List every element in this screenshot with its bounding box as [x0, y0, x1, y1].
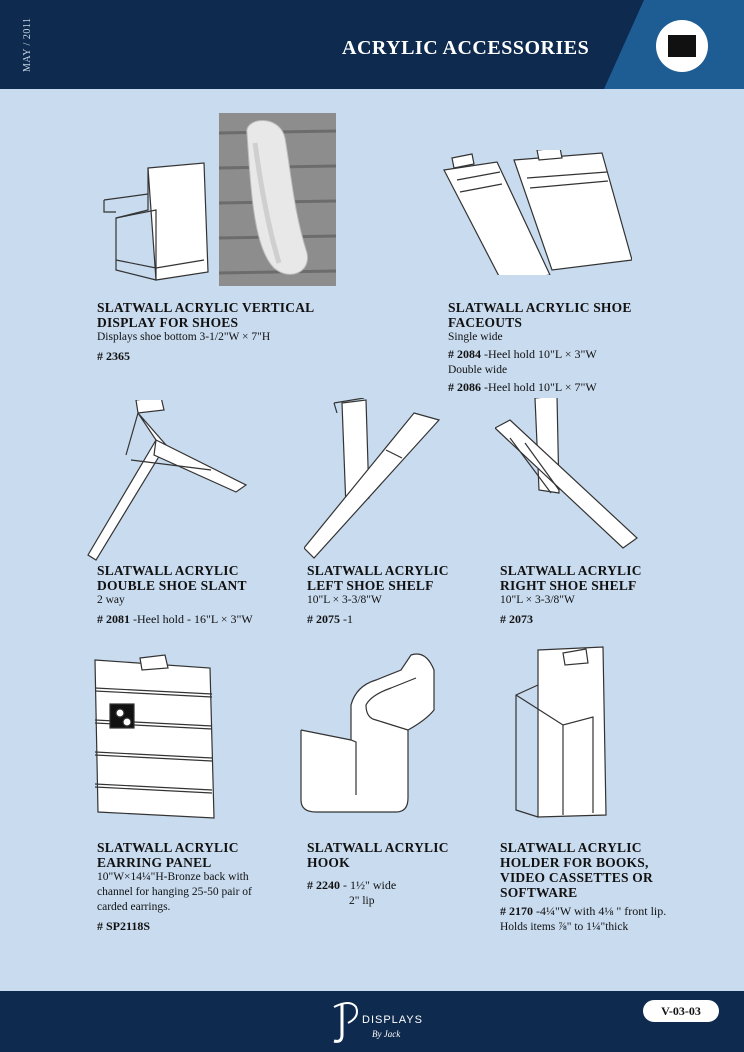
acrylic-hook-image: [296, 650, 441, 815]
product-detail: Holds items ⅞" to 1¼"thick: [500, 921, 629, 933]
product-code: # 2170 -4¼"W with 4⅛ " front lip.: [500, 904, 667, 918]
product-left-shoe-shelf: [307, 563, 487, 628]
logo-text: DISPLAYS: [362, 1014, 423, 1026]
page-footer: [0, 991, 744, 1052]
product-title: SLATWALL ACRYLIC VERTICAL DISPLAY FOR SHOES: [97, 300, 315, 330]
product-title: SLATWALL ACRYLIC EARRING PANEL: [97, 840, 239, 870]
product-code: # 2075 -1: [307, 612, 353, 626]
product-detail: 2 way: [97, 594, 125, 606]
right-shoe-shelf-image: [495, 398, 640, 558]
product-title: SLATWALL ACRYLIC LEFT SHOE SHELF: [307, 563, 449, 593]
product-code: # SP2118S: [97, 919, 151, 933]
product-media-holder: [500, 840, 730, 935]
product-title: SLATWALL ACRYLIC HOLDER FOR BOOKS, VIDEO CASSETTES OR SOFTWARE: [500, 840, 653, 900]
product-title: SLATWALL ACRYLIC SHOE FACEOUTS: [448, 300, 632, 330]
product-acrylic-hook: [307, 840, 487, 909]
product-vertical-shoe-display: [97, 300, 417, 365]
company-logo: [330, 997, 430, 1047]
product-code: # 2240 - 1½" wide: [307, 878, 397, 892]
product-earring-panel: [97, 840, 297, 935]
left-shoe-shelf-image: [304, 398, 444, 563]
product-code: # 2081 -Heel hold - 16"L × 3"W: [97, 612, 253, 626]
earring-panel-image: [90, 650, 220, 820]
product-code: # 2084 -Heel hold 10"L × 3"W: [448, 347, 597, 361]
product-shoe-faceouts: [448, 300, 728, 396]
slatwall-icon: [668, 35, 696, 57]
product-code: # 2365: [97, 349, 130, 363]
product-detail: Double wide: [448, 364, 508, 376]
product-detail: 2" lip: [349, 895, 375, 907]
product-title: SLATWALL ACRYLIC DOUBLE SHOE SLANT: [97, 563, 247, 593]
product-double-shoe-slant: [97, 563, 297, 628]
product-title: SLATWALL ACRYLIC HOOK: [307, 840, 449, 870]
issue-date: MAY / 2011: [22, 17, 33, 73]
vertical-shoe-display-image: [96, 160, 216, 285]
product-code: # 2086 -Heel hold 10"L × 7"W: [448, 380, 597, 394]
shoe-faceouts-image: [442, 150, 632, 275]
page-title: ACRYLIC ACCESSORIES: [342, 37, 590, 59]
product-detail: 10"L × 3-3/8"W: [307, 594, 382, 606]
product-detail: channel for hanging 25-50 pair of: [97, 886, 252, 898]
logo-subtext: By Jack: [372, 1029, 401, 1039]
product-detail: 10"L × 3-3/8"W: [500, 594, 575, 606]
product-detail: Single wide: [448, 331, 503, 343]
product-detail: 10"W×14¼"H-Bronze back with: [97, 871, 249, 883]
media-holder-image: [508, 645, 618, 820]
shoe-photo: [219, 113, 336, 286]
product-detail: carded earrings.: [97, 901, 171, 913]
double-shoe-slant-image: [86, 400, 251, 565]
product-right-shoe-shelf: [500, 563, 700, 628]
product-detail: Displays shoe bottom 3-1/2"W × 7"H: [97, 331, 271, 343]
page-code: V-03-03: [643, 1000, 719, 1022]
product-code: # 2073: [500, 612, 533, 626]
product-title: SLATWALL ACRYLIC RIGHT SHOE SHELF: [500, 563, 642, 593]
page-header: [0, 0, 744, 89]
category-badge: [656, 20, 708, 72]
